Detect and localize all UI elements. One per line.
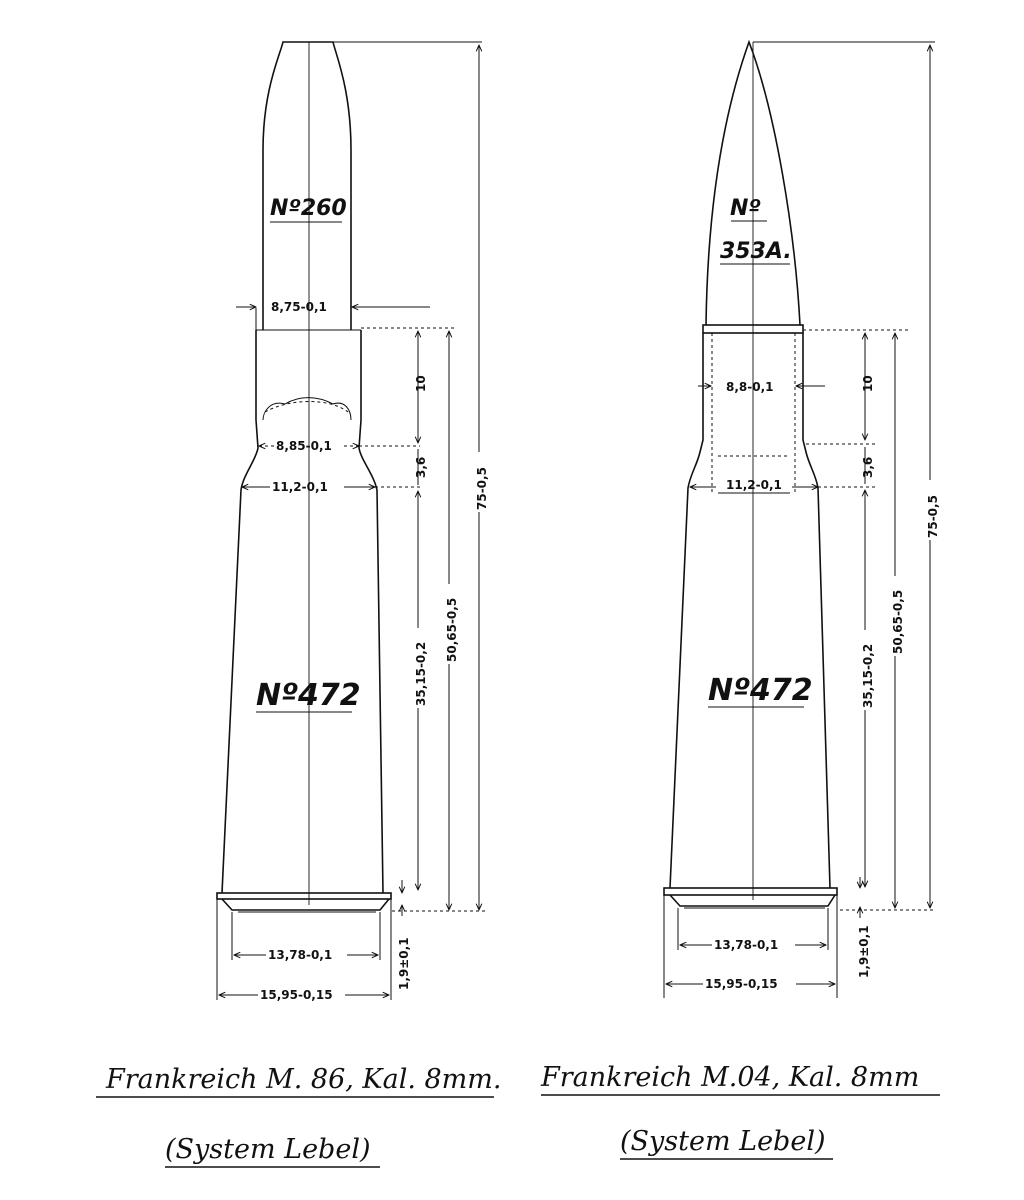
left-caption: Frankreich M. 86, Kal. 8mm. (106, 1064, 502, 1095)
right-extractor-groove (670, 895, 835, 906)
right-shoulder-length-dim: 3,6 (861, 456, 875, 478)
right-overall-length-dim: 75-0,5 (926, 495, 940, 538)
left-case-length-dim: 50,65-0,5 (445, 597, 459, 662)
left-extractor-groove (222, 899, 389, 910)
right-cartridge (664, 42, 940, 998)
right-case-outline (670, 333, 830, 888)
right-case-label: Nº472 (708, 673, 813, 708)
left-shoulder-length-dim: 3,6 (414, 456, 428, 478)
left-rim (217, 893, 391, 899)
right-case-length-dim: 50,65-0,5 (891, 589, 905, 654)
left-bullet-outline (263, 42, 351, 330)
right-body-width-dim: 11,2-0,1 (726, 478, 782, 492)
left-shoulder-width-dim: 8,85-0,1 (276, 439, 332, 453)
right-rim-width-dim: 15,95-0,15 (705, 977, 778, 991)
right-rim (664, 888, 837, 895)
right-bullet-label-line1: Nº (730, 196, 761, 221)
left-groove-width-dim: 13,78-0,1 (268, 948, 333, 962)
left-body-width-dim: 11,2-0,1 (272, 480, 328, 494)
left-rim-thickness-dim: 1,9±0,1 (397, 937, 411, 990)
right-rim-thickness-dim: 1,9±0,1 (857, 925, 871, 978)
right-groove-width-dim: 13,78-0,1 (714, 938, 779, 952)
left-cartridge (217, 42, 489, 1002)
left-bullet-label: Nº260 (270, 196, 347, 221)
right-subcaption: (System Lebel) (620, 1126, 826, 1157)
right-neck-length-dim: 10 (861, 375, 875, 392)
right-body-length-dim: 35,15-0,2 (861, 643, 875, 708)
right-neck-width-dim: 8,8-0,1 (726, 380, 774, 394)
left-case-outline (222, 330, 383, 893)
right-caption: Frankreich M.04, Kal. 8mm (541, 1062, 920, 1093)
right-bullet-label-line2: 353A. (720, 239, 792, 264)
left-body-length-dim: 35,15-0,2 (414, 641, 428, 706)
left-subcaption: (System Lebel) (165, 1134, 371, 1165)
left-rim-width-dim: 15,95-0,15 (260, 988, 333, 1002)
left-neck-width-dim: 8,75-0,1 (271, 300, 327, 314)
captions (96, 1062, 940, 1167)
left-case-label: Nº472 (256, 678, 361, 713)
left-overall-length-dim: 75-0,5 (475, 467, 489, 510)
left-neck-length-dim: 10 (414, 375, 428, 392)
